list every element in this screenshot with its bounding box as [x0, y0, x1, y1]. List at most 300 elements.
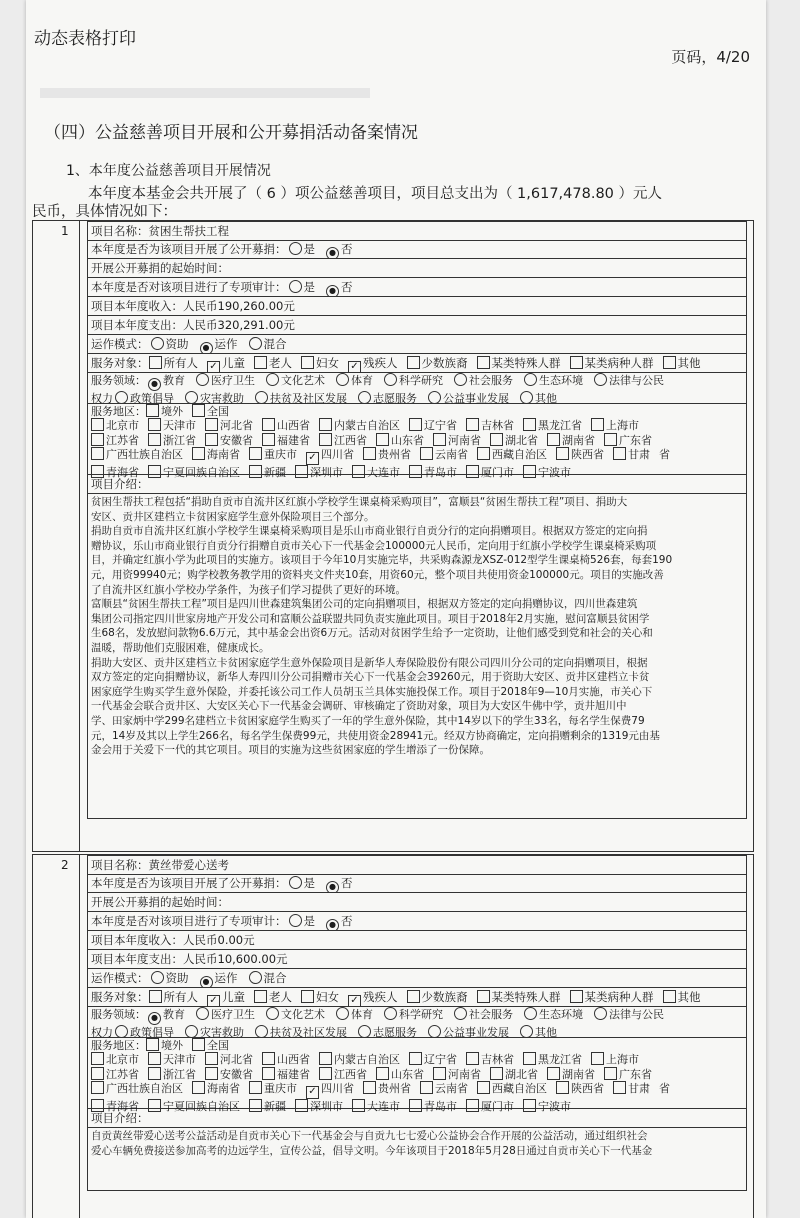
radio-button[interactable] [428, 1025, 441, 1038]
target-option[interactable]: 某类特殊人群 [477, 354, 561, 372]
checkbox[interactable]: ✓ [348, 361, 361, 373]
region-option[interactable]: ✓ 四川省 [306, 1082, 354, 1099]
target-option[interactable]: 某类病种人群 [570, 354, 654, 372]
regions-line: 广西壮族自治区 海南省 重庆市 ✓ 四川省 贵州省 云南省 西藏自治区 陕西省 甘肃 省 [91, 447, 746, 465]
region-option[interactable]: 江苏省 [91, 433, 139, 447]
field-option[interactable]: 灾害救助 [183, 391, 244, 405]
checkbox[interactable] [192, 1081, 205, 1094]
checkbox[interactable] [433, 1067, 446, 1080]
region-option[interactable]: 深圳市 [295, 465, 343, 479]
no-option[interactable]: ● 否 [324, 912, 353, 931]
field-option[interactable]: 医疗卫生 [194, 373, 255, 387]
checkbox[interactable] [205, 433, 218, 446]
checkbox[interactable] [91, 1081, 104, 1094]
radio-button[interactable]: ● [326, 247, 339, 259]
regions-line: 服务地区： 境外 全国 [91, 405, 229, 418]
region-option[interactable]: 安徽省 [205, 1067, 253, 1081]
radio-button[interactable] [255, 391, 268, 404]
region-option[interactable]: 山西省 [262, 418, 310, 432]
region-option[interactable]: 江西省 [319, 1067, 367, 1081]
radio-button[interactable] [336, 373, 349, 386]
target-option[interactable]: 其他 [663, 354, 701, 372]
regions-line: 服务地区： 境外 全国 [91, 1039, 229, 1052]
radio-button[interactable] [115, 1025, 128, 1038]
region-option[interactable]: 山东省 [376, 433, 424, 447]
radio-button[interactable] [185, 391, 198, 404]
checkbox[interactable] [262, 433, 275, 446]
region-option[interactable]: 湖南省 [547, 1067, 595, 1081]
no-option[interactable]: ● 否 [324, 240, 353, 259]
audit-row: 本年度是否对该项目进行了专项审计： 是 ● 否 [87, 278, 747, 297]
checkbox[interactable] [301, 990, 314, 1003]
region-option[interactable]: 海南省 [192, 447, 240, 461]
radio-button[interactable]: ● [200, 342, 213, 354]
checkbox[interactable] [556, 447, 569, 460]
targets-row: 服务对象： 所有人 ✓ 儿童 老人 妇女 ✓ 残疾人 少数族裔 某类特殊人群 某类病种人群 其他 [87, 988, 747, 1007]
project-name-row: 项目名称：黄丝带爱心送考 [87, 855, 747, 875]
target-option[interactable]: 某类病种人群 [570, 988, 654, 1006]
region-option[interactable]: 辽宁省 [409, 1052, 457, 1066]
region-option[interactable]: 贵州省 [363, 1081, 411, 1095]
radio-button[interactable] [454, 1007, 467, 1020]
checkbox[interactable] [604, 1067, 617, 1080]
field-option[interactable]: 其他 [518, 391, 557, 405]
region-option[interactable]: 广东省 [604, 1067, 652, 1081]
expense-row: 项目本年度支出：人民币10,600.00元 [87, 950, 747, 969]
field-option[interactable]: 科学研究 [382, 373, 443, 387]
checkbox[interactable]: ✓ [306, 452, 319, 465]
region-option[interactable]: 云南省 [420, 447, 468, 461]
region-option[interactable]: 天津市 [148, 418, 196, 432]
yes-option[interactable]: 是 [287, 240, 316, 258]
region-option[interactable]: 河北省 [205, 418, 253, 432]
radio-button[interactable] [454, 373, 467, 386]
checkbox[interactable] [420, 447, 433, 460]
checkbox[interactable] [192, 1038, 205, 1051]
radio-button[interactable] [336, 1007, 349, 1020]
checkbox[interactable]: ✓ [207, 995, 220, 1007]
region-option[interactable]: 辽宁省 [409, 418, 457, 432]
field-option[interactable]: 社会服务 [452, 1007, 513, 1021]
checkbox[interactable] [146, 404, 159, 417]
intro-line: 安区、贡井区建档立卡贫困家庭学生意外保险项目三个部分。 [91, 510, 375, 523]
intro-line: 赠协议，乐山市商业银行自贡分行捐赠自贡市关心下一代基金会100000元人民币，定向用于红旗小学校学生课桌椅采购项 [91, 539, 657, 552]
region-option[interactable]: 新疆 [249, 1099, 286, 1113]
region-option[interactable]: 上海市 [591, 1052, 639, 1066]
checkbox[interactable] [613, 447, 626, 460]
field-option[interactable]: 科学研究 [382, 1007, 443, 1021]
intro-line: 自贡黄丝带爱心送考公益活动是自贡市关心下一代基金会与自贡九七七爱心公益协会合作开展的公益活动，通过组织社会 [91, 1130, 648, 1142]
target-option[interactable]: ✓ 儿童 [207, 988, 245, 1007]
radio-button[interactable] [196, 373, 209, 386]
regions-line [91, 433, 746, 447]
checkbox[interactable] [407, 990, 420, 1003]
region-option[interactable]: 宁夏回族自治区 [148, 1099, 240, 1113]
checkbox[interactable] [523, 1052, 536, 1065]
field-option[interactable]: 扶贫及社区发展 [253, 391, 347, 405]
checkbox[interactable] [547, 1067, 560, 1080]
intro-line: 双方签定的定向捐赠协议，新华人寿四川分公司捐赠市关心下一代基金会39260元，用于资助大安区、贡井区建档立卡贫 [91, 671, 650, 684]
region-option[interactable]: 大连市 [352, 465, 400, 479]
target-option[interactable]: 所有人 [149, 988, 199, 1006]
region-option[interactable]: 黑龙江省 [523, 1052, 582, 1066]
region-option[interactable]: 全国 [192, 404, 229, 418]
field-option[interactable]: 医疗卫生 [194, 1007, 255, 1021]
intro-line: 元，用资99940元；购学校教务教学用的资料夹文件夹10套，用资60元，整个项目共使用资金100000元。项目的实施改善 [91, 568, 664, 581]
regions-line: 广西壮族自治区 海南省 重庆市 ✓ 四川省 贵州省 云南省 西藏自治区 陕西省 甘肃 省 [91, 1081, 746, 1099]
radio-button[interactable] [249, 971, 262, 984]
region-option[interactable]: 西藏自治区 [477, 1081, 547, 1095]
radio-button[interactable]: ● [326, 919, 339, 931]
intro-line: 贫困生帮扶工程包括“捐助自贡市自流井区红旗小学校学生课桌椅采购项目”，富顺县“贫困生帮扶工程”项目、捐助大 [91, 496, 628, 508]
mode-option[interactable]: ● 运作 [198, 335, 238, 354]
region-option[interactable]: 湖南省 [547, 433, 595, 447]
checkbox[interactable] [613, 1081, 626, 1094]
checkbox[interactable] [570, 356, 583, 369]
region-option[interactable]: 大连市 [352, 1099, 400, 1113]
mode-option[interactable]: ● 运作 [198, 969, 238, 988]
radio-button[interactable] [266, 1007, 279, 1020]
checkbox[interactable] [466, 1052, 479, 1065]
checkbox[interactable] [477, 1081, 490, 1094]
region-option[interactable]: 厦门市 [466, 465, 514, 479]
no-option[interactable]: ● 否 [324, 874, 353, 893]
checkbox[interactable] [477, 356, 490, 369]
region-option[interactable]: 上海市 [591, 418, 639, 432]
region-option[interactable]: 江苏省 [91, 1067, 139, 1081]
checkbox[interactable] [420, 1081, 433, 1094]
project-intro-text [87, 1128, 747, 1191]
region-option[interactable]: 吉林省 [466, 418, 514, 432]
checkbox[interactable] [570, 990, 583, 1003]
region-option[interactable]: 河南省 [433, 1067, 481, 1081]
radio-button[interactable]: ● [200, 976, 213, 988]
region-option[interactable]: 重庆市 [249, 447, 297, 461]
region-option[interactable]: 内蒙古自治区 [319, 418, 400, 432]
radio-button[interactable] [289, 242, 302, 255]
checkbox[interactable] [262, 1067, 275, 1080]
checkbox[interactable] [433, 433, 446, 446]
checkbox[interactable] [205, 1052, 218, 1065]
radio-button[interactable] [358, 1025, 371, 1038]
radio-button[interactable]: ● [326, 881, 339, 893]
fields-row [87, 1007, 747, 1038]
field-option[interactable]: 法律与公民 [592, 1007, 664, 1021]
region-option[interactable]: 陕西省 [556, 1081, 604, 1095]
checkbox[interactable] [149, 990, 162, 1003]
region-option[interactable]: 青岛市 [409, 1099, 457, 1113]
target-option[interactable]: 所有人 [149, 354, 199, 372]
region-option[interactable]: 云南省 [420, 1081, 468, 1095]
checkbox[interactable] [490, 1067, 503, 1080]
intro-line: 集团公司指定四川世家房地产开发公司和富顺公益联盟共同负责实施此项目。项目于2018年2月实施，慰问富顺县贫困学 [91, 612, 650, 625]
target-option[interactable]: 少数族裔 [407, 988, 468, 1006]
radio-button[interactable] [266, 373, 279, 386]
field-option[interactable]: 体育 [334, 373, 373, 387]
region-option[interactable]: 广西壮族自治区 [91, 1081, 183, 1095]
target-option[interactable]: ✓ 儿童 [207, 354, 245, 373]
field-option[interactable]: 其他 [518, 1025, 557, 1039]
radio-button[interactable] [524, 373, 537, 386]
checkbox[interactable] [663, 356, 676, 369]
region-option[interactable]: 北京市 [91, 1052, 139, 1066]
field-option[interactable]: 志愿服务 [356, 1025, 417, 1039]
radio-button[interactable]: ● [326, 285, 339, 297]
checkbox[interactable] [477, 447, 490, 460]
radio-button[interactable] [384, 373, 397, 386]
checkbox[interactable] [663, 990, 676, 1003]
region-option[interactable]: 山西省 [262, 1052, 310, 1066]
project-number-cell [33, 855, 80, 1218]
radio-button[interactable] [255, 1025, 268, 1038]
region-option[interactable]: 河北省 [205, 1052, 253, 1066]
radio-button[interactable]: ● [148, 1012, 161, 1025]
region-option[interactable]: 海南省 [192, 1081, 240, 1095]
radio-button[interactable] [151, 971, 164, 984]
checkbox[interactable] [205, 418, 218, 431]
radio-button[interactable] [249, 337, 262, 350]
checkbox[interactable]: ✓ [306, 1086, 319, 1099]
checkbox[interactable] [262, 418, 275, 431]
checkbox[interactable] [91, 447, 104, 460]
checkbox[interactable] [490, 433, 503, 446]
region-option[interactable]: 甘肃 [613, 447, 650, 461]
region-option[interactable]: 青岛市 [409, 465, 457, 479]
region-option[interactable]: 青海省 [91, 465, 139, 479]
checkbox[interactable] [477, 990, 490, 1003]
region-option[interactable]: 宁夏回族自治区 [148, 465, 240, 479]
checkbox[interactable] [146, 1038, 159, 1051]
fields-row [87, 373, 747, 404]
field-option[interactable]: 社会服务 [452, 373, 513, 387]
intro-line: 捐助自贡市自流井区红旗小学校学生课桌椅采购项目是乐山市商业银行自贡分行的定向捐赠项目。根据双方签定的定向捐 [91, 525, 648, 538]
region-option[interactable]: 贵州省 [363, 447, 411, 461]
target-option[interactable]: 妇女 [301, 354, 339, 372]
checkbox[interactable] [319, 433, 332, 446]
checkbox[interactable] [91, 1052, 104, 1065]
radio-button[interactable] [289, 914, 302, 927]
fields-line: 权力 政策倡导 灾害救助 扶贫及社区发展 志愿服务 公益事业发展 其他 [91, 392, 557, 405]
target-option[interactable]: 老人 [254, 988, 292, 1006]
region-option[interactable]: 山东省 [376, 1067, 424, 1081]
intro-line: 爱心车辆免费接送参加高考的边远学生，宣传公益，倡导文明。今年该项目于2018年5月28日通过自贡市关心下一代基金 [91, 1144, 653, 1157]
project-number-cell [33, 221, 80, 851]
field-option[interactable]: 体育 [334, 1007, 373, 1021]
checkbox[interactable] [205, 1067, 218, 1080]
checkbox[interactable]: ✓ [207, 361, 220, 373]
checkbox[interactable] [249, 447, 262, 460]
field-option[interactable]: 文化艺术 [264, 373, 325, 387]
target-option[interactable]: 妇女 [301, 988, 339, 1006]
region-option[interactable]: 湖北省 [490, 1067, 538, 1081]
field-option[interactable]: 文化艺术 [264, 1007, 325, 1021]
subsection-title: 1、本年度公益慈善项目开展情况 [66, 163, 271, 179]
project-intro-text [87, 494, 747, 819]
radio-button[interactable] [151, 337, 164, 350]
region-option[interactable]: 安徽省 [205, 433, 253, 447]
checkbox[interactable] [192, 447, 205, 460]
radio-button[interactable] [428, 391, 441, 404]
radio-button[interactable] [524, 1007, 537, 1020]
checkbox[interactable] [363, 1081, 376, 1094]
checkbox[interactable] [254, 990, 267, 1003]
checkbox[interactable]: ✓ [348, 995, 361, 1007]
intro-line: 一代基金会联合贡井区、大安区关心下一代基金会调研、审核确定了资助对象，项目为大安区牛佛中学，贡井旭川中 [91, 700, 627, 713]
target-option[interactable]: 某类特殊人群 [477, 988, 561, 1006]
radio-button[interactable] [594, 373, 607, 386]
region-option[interactable]: 福建省 [262, 433, 310, 447]
checkbox[interactable] [254, 356, 267, 369]
intro-label-row: 项目介绍： [87, 1109, 747, 1128]
region-option[interactable]: 青海省 [91, 1099, 139, 1113]
region-option[interactable]: 浙江省 [148, 1067, 196, 1081]
mode-row: 运作模式： 资助 ● 运作 混合 [87, 335, 747, 354]
field-option[interactable]: 政策倡导 [113, 391, 174, 405]
targets-row: 服务对象： 所有人 ✓ 儿童 老人 妇女 ✓ 残疾人 少数族裔 某类特殊人群 某类病种人群 其他 [87, 354, 747, 373]
regions-line [91, 1052, 746, 1066]
checkbox[interactable] [149, 356, 162, 369]
checkbox[interactable] [91, 1067, 104, 1080]
checkbox[interactable] [262, 1052, 275, 1065]
region-option[interactable]: 天津市 [148, 1052, 196, 1066]
checkbox[interactable] [319, 1067, 332, 1080]
region-option[interactable]: 河南省 [433, 433, 481, 447]
checkbox[interactable] [376, 433, 389, 446]
field-option[interactable]: 生态环境 [522, 1007, 583, 1021]
mode-option[interactable]: 资助 [149, 969, 189, 987]
region-option[interactable]: 陕西省 [556, 447, 604, 461]
checkbox[interactable] [148, 1067, 161, 1080]
region-option[interactable]: 宁波市 [523, 465, 571, 479]
target-option[interactable]: 其他 [663, 988, 701, 1006]
region-option[interactable]: ✓ 四川省 [306, 448, 354, 465]
checkbox[interactable] [556, 1081, 569, 1094]
radio-button[interactable] [196, 1007, 209, 1020]
region-option[interactable]: 江西省 [319, 433, 367, 447]
region-option[interactable]: 宁波市 [523, 1099, 571, 1113]
fields-line: 权力 政策倡导 灾害救助 扶贫及社区发展 志愿服务 公益事业发展 其他 [91, 1026, 557, 1039]
target-option[interactable]: 老人 [254, 354, 292, 372]
intro-line: 目，并确定红旗小学为此项目的实施方。该项目于今年10月实施完毕，共采购森源龙XSZ-012型学生课桌椅526套，每套190 [91, 554, 673, 567]
radio-button[interactable] [520, 391, 533, 404]
checkbox[interactable] [148, 418, 161, 431]
intro-line: 困家庭学生购买学生意外保险，并委托该公司工作人员胡玉兰具体实施投保工作。项目于2018年9—10月实施，市关心下 [91, 685, 653, 698]
checkbox[interactable] [301, 356, 314, 369]
intro-line: 温暖，帮助他们克服困难，健康成长。 [91, 641, 270, 654]
field-option[interactable]: 生态环境 [522, 373, 583, 387]
field-option[interactable]: 法律与公民 [592, 373, 664, 387]
checkbox[interactable] [192, 404, 205, 417]
document-page [26, 0, 766, 1218]
checkbox[interactable] [319, 418, 332, 431]
mode-option[interactable]: 混合 [247, 335, 287, 353]
radio-button[interactable] [115, 391, 128, 404]
project-block [32, 220, 754, 852]
region-option[interactable]: 黑龙江省 [523, 418, 582, 432]
checkbox[interactable] [91, 433, 104, 446]
field-option[interactable]: 政策倡导 [113, 1025, 174, 1039]
intro-line: 生68名，发放慰问款物6.6万元，其中基金会出资6万元。活动对贫困学生给予一定资助，让他们感受到党和社会的关心和 [91, 627, 653, 640]
checkbox[interactable] [591, 418, 604, 431]
field-option[interactable]: 公益事业发展 [426, 391, 509, 405]
checkbox[interactable] [148, 1052, 161, 1065]
region-option[interactable]: 广东省 [604, 433, 652, 447]
summary-line-continued: 民币，具体情况如下： [32, 204, 177, 220]
region-option[interactable]: 浙江省 [148, 433, 196, 447]
regions-row [87, 404, 747, 479]
field-option[interactable]: 志愿服务 [356, 391, 417, 405]
region-option[interactable]: 全国 [192, 1038, 229, 1052]
radio-button[interactable] [289, 280, 302, 293]
target-option[interactable]: 少数族裔 [407, 354, 468, 372]
checkbox[interactable] [466, 418, 479, 431]
target-option[interactable]: ✓ 残疾人 [348, 988, 398, 1007]
checkbox[interactable] [523, 418, 536, 431]
checkbox[interactable] [409, 1052, 422, 1065]
checkbox[interactable] [591, 1052, 604, 1065]
mode-option[interactable]: 混合 [247, 969, 287, 987]
mode-option[interactable]: 资助 [149, 335, 189, 353]
yes-option[interactable]: 是 [287, 874, 316, 892]
region-option[interactable]: 新疆 [249, 465, 286, 479]
field-option[interactable]: 公益事业发展 [426, 1025, 509, 1039]
region-option[interactable]: 重庆市 [249, 1081, 297, 1095]
regions-line [91, 1067, 746, 1081]
yes-option[interactable]: 是 [287, 278, 316, 296]
checkbox[interactable] [91, 418, 104, 431]
field-option[interactable]: 扶贫及社区发展 [253, 1025, 347, 1039]
region-option[interactable]: 内蒙古自治区 [319, 1052, 400, 1066]
region-option[interactable]: 厦门市 [466, 1099, 514, 1113]
checkbox[interactable] [148, 433, 161, 446]
radio-button[interactable] [520, 1025, 533, 1038]
field-option[interactable]: ● 教育 [146, 1008, 185, 1025]
checkbox[interactable] [604, 433, 617, 446]
fundraise-row: 本年度是否为该项目开展了公开募捐： 是 ● 否 [87, 240, 747, 259]
checkbox[interactable] [319, 1052, 332, 1065]
checkbox[interactable] [547, 433, 560, 446]
region-option[interactable]: 广西壮族自治区 [91, 447, 183, 461]
region-option[interactable]: 深圳市 [295, 1099, 343, 1113]
intro-line: 了自流井区红旗小学校办学条件，为孩子们学习提供了更好的环境。 [91, 583, 406, 596]
region-option[interactable]: 吉林省 [466, 1052, 514, 1066]
region-option[interactable]: 甘肃 [613, 1081, 650, 1095]
region-option[interactable]: 福建省 [262, 1067, 310, 1081]
radio-button[interactable] [594, 1007, 607, 1020]
faded-header-strip [40, 88, 370, 98]
radio-button[interactable] [185, 1025, 198, 1038]
region-option[interactable]: 北京市 [91, 418, 139, 432]
field-option[interactable]: 灾害救助 [183, 1025, 244, 1039]
region-option[interactable]: 境外 [146, 404, 183, 418]
radio-button[interactable] [384, 1007, 397, 1020]
target-option[interactable]: ✓ 残疾人 [348, 354, 398, 373]
region-option[interactable]: 西藏自治区 [477, 447, 547, 461]
yes-option[interactable]: 是 [287, 912, 316, 930]
no-option[interactable]: ● 否 [324, 278, 353, 297]
region-option[interactable]: 湖北省 [490, 433, 538, 447]
radio-button[interactable] [289, 876, 302, 889]
field-option[interactable]: ● 教育 [146, 374, 185, 391]
radio-button[interactable]: ● [148, 378, 161, 391]
checkbox[interactable] [407, 356, 420, 369]
checkbox[interactable] [249, 1081, 262, 1094]
checkbox[interactable] [363, 447, 376, 460]
region-option[interactable]: 境外 [146, 1038, 183, 1052]
checkbox[interactable] [409, 418, 422, 431]
radio-button[interactable] [358, 391, 371, 404]
checkbox[interactable] [376, 1067, 389, 1080]
